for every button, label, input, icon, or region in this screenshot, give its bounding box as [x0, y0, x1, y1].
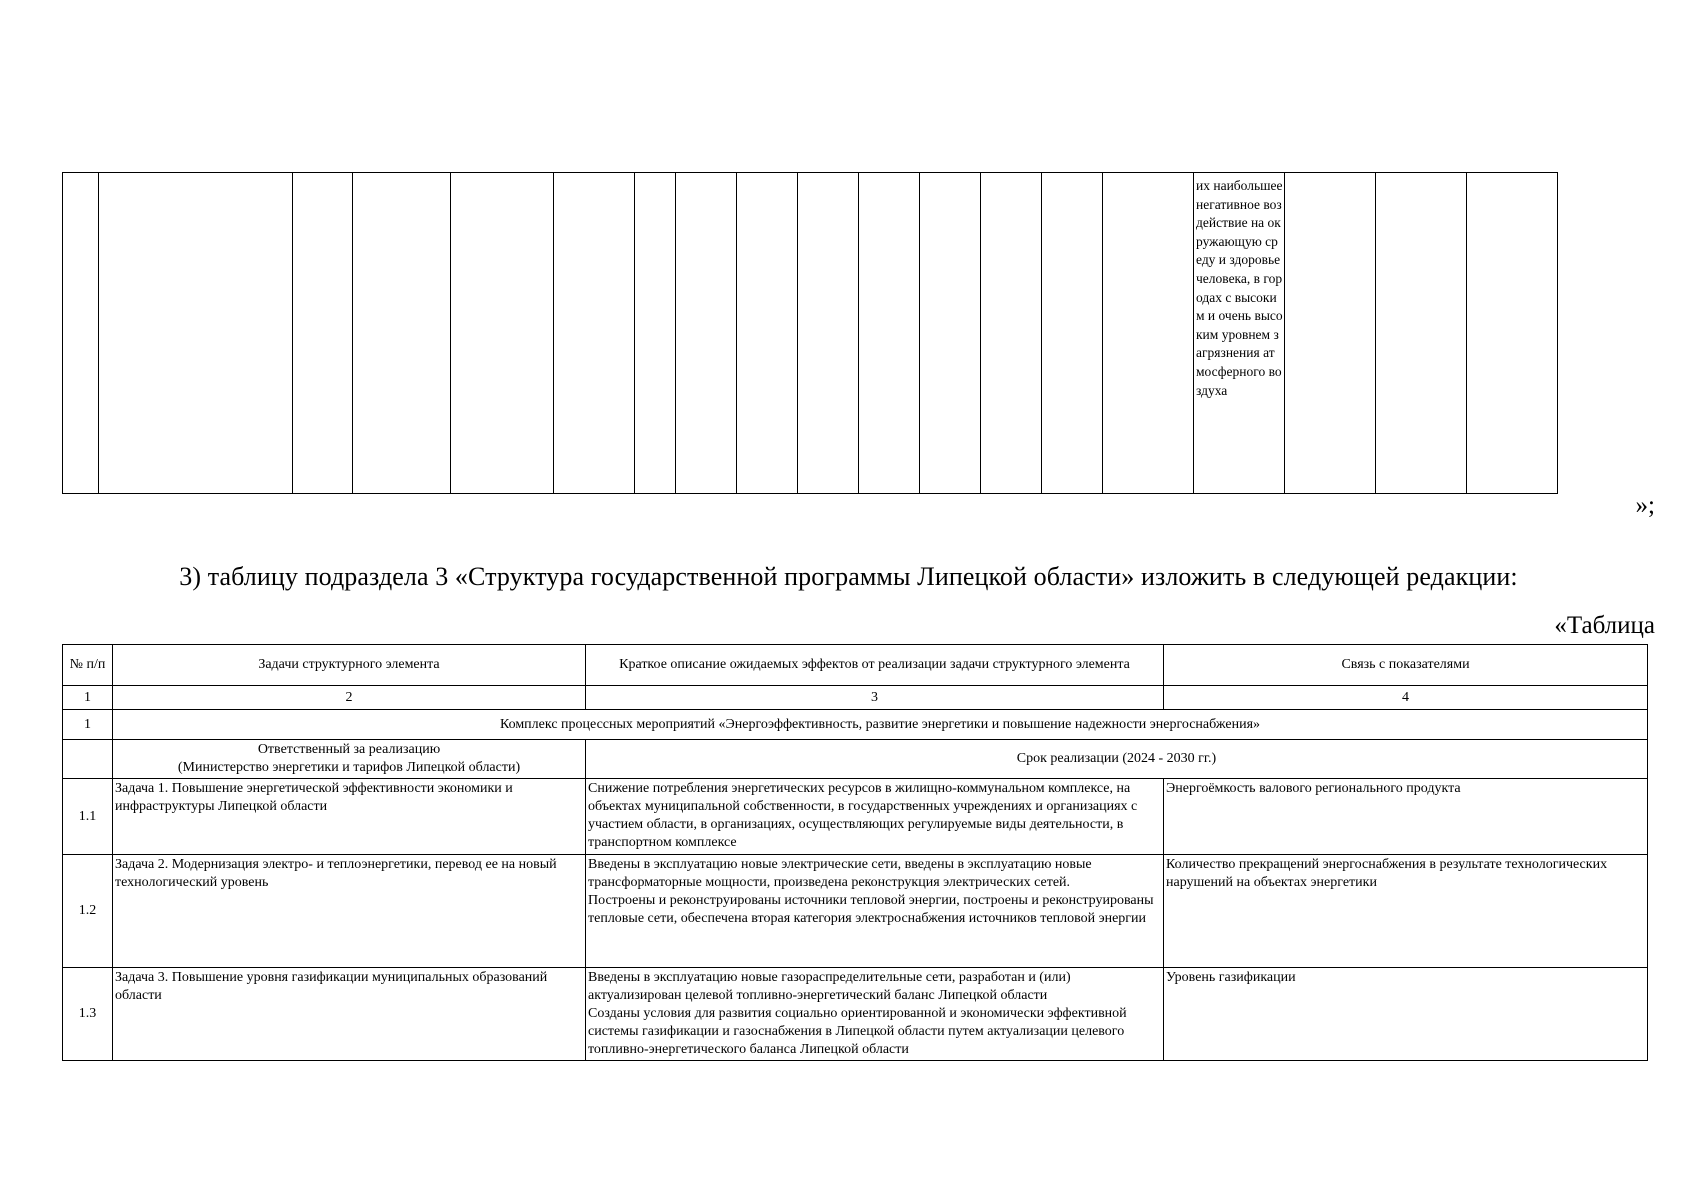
empty-cell — [1467, 173, 1558, 494]
empty-cell — [451, 173, 554, 494]
header-tasks: Задачи структурного элемента — [113, 645, 586, 686]
effects-cell — [586, 855, 1164, 968]
header-row — [63, 645, 1648, 686]
empty-cell — [1376, 173, 1467, 494]
table-row — [63, 779, 1648, 855]
empty-cell — [859, 173, 920, 494]
table-label: «Таблица — [1554, 612, 1655, 639]
empty-cell — [676, 173, 737, 494]
effects-cell — [586, 779, 1164, 855]
indicator-cell: Уровень газификации — [1164, 968, 1648, 1061]
empty-cell — [99, 173, 293, 494]
effects-cell — [586, 968, 1164, 1061]
table-row — [63, 855, 1648, 968]
effect-text: Введены в эксплуатацию новые газораспределительные сети, разработан и (или) актуализирован целевой топливно-энергетический баланс Липецкой области — [588, 970, 1071, 1003]
column-number: 2 — [113, 686, 586, 710]
responsible-row — [63, 740, 1648, 779]
responsible-cell — [113, 740, 586, 779]
responsible-org: (Министерство энергетики и тарифов Липецкой области) — [177, 760, 521, 775]
column-number: 3 — [586, 686, 1164, 710]
empty-cell — [981, 173, 1042, 494]
empty-cell — [920, 173, 981, 494]
indicator-cell: Количество прекращений энергоснабжения в результате технологических нарушений на объектах энергетики — [1164, 855, 1648, 968]
empty-cell — [1103, 173, 1194, 494]
header-num: № п/п — [63, 645, 113, 686]
task-cell: Задача 1. Повышение энергетической эффективности экономики и инфраструктуры Липецкой области — [113, 779, 586, 855]
wrapped-text-cell: их наибольшее негативное воздействие на окружающую среду и здоровье человека, в городах с высоким и очень высоким уровнем загрязнения атмосферного воздуха — [1194, 173, 1285, 494]
empty-cell — [293, 173, 353, 494]
task-cell: Задача 3. Повышение уровня газификации муниципальных образований области — [113, 968, 586, 1061]
effect-text: Снижение потребления энергетических ресурсов в жилищно-коммунальном комплексе, на объектах муниципальной собственности, в государственных учреждениях и организациях с участием области, в организациях, осуществляющих регулируемые виды деятельности, в транспортном комплексе — [588, 781, 1138, 850]
effect-text: Введены в эксплуатацию новые электрические сети, введены в эксплуатацию новые трансформаторные мощности, произведена реконструкция электрических сетей. — [588, 857, 1092, 890]
empty-cell — [1285, 173, 1376, 494]
row-num: 1.3 — [63, 968, 113, 1061]
instruction-paragraph: 3) таблицу подраздела 3 «Структура государственной программы Липецкой области» изложить в следующей редакции: — [179, 562, 1518, 591]
header-indicators: Связь с показателями — [1164, 645, 1648, 686]
structure-table — [62, 644, 1648, 1061]
column-number: 1 — [63, 686, 113, 710]
column-number: 4 — [1164, 686, 1648, 710]
continued-table — [62, 172, 1558, 494]
empty-cell — [798, 173, 859, 494]
empty-cell — [63, 740, 113, 779]
header-effects: Краткое описание ожидаемых эффектов от реализации задачи структурного элемента — [586, 645, 1164, 686]
closing-quote: »; — [1635, 492, 1655, 519]
empty-cell — [353, 173, 451, 494]
row-num: 1.1 — [63, 779, 113, 855]
empty-cell — [63, 173, 99, 494]
implementation-period: Срок реализации (2024 - 2030 гг.) — [586, 740, 1648, 779]
effect-text: Построены и реконструированы источники тепловой энергии, построены и реконструированы тепловые сети, обеспечена вторая категория электроснабжения источников тепловой энергии — [588, 893, 1154, 926]
empty-cell — [635, 173, 676, 494]
continued-table-row — [63, 173, 1558, 494]
empty-cell — [737, 173, 798, 494]
indicator-cell: Энергоёмкость валового регионального продукта — [1164, 779, 1648, 855]
row-num: 1.2 — [63, 855, 113, 968]
task-cell: Задача 2. Модернизация электро- и теплоэнергетики, перевод ее на новый технологический уровень — [113, 855, 586, 968]
complex-row — [63, 710, 1648, 740]
table-row — [63, 968, 1648, 1061]
empty-cell — [554, 173, 635, 494]
complex-title: Комплекс процессных мероприятий «Энергоэффективность, развитие энергетики и повышение надежности энергоснабжения» — [113, 710, 1648, 740]
column-number-row — [63, 686, 1648, 710]
empty-cell — [1042, 173, 1103, 494]
complex-num: 1 — [63, 710, 113, 740]
effect-text: Созданы условия для развития социально ориентированной и экономически эффективной системы газификации и газоснабжения в Липецкой области путем актуализации целевого топливно-энергетического баланса Липецкой области — [588, 1006, 1127, 1057]
responsible-label: Ответственный за реализацию — [257, 742, 441, 757]
